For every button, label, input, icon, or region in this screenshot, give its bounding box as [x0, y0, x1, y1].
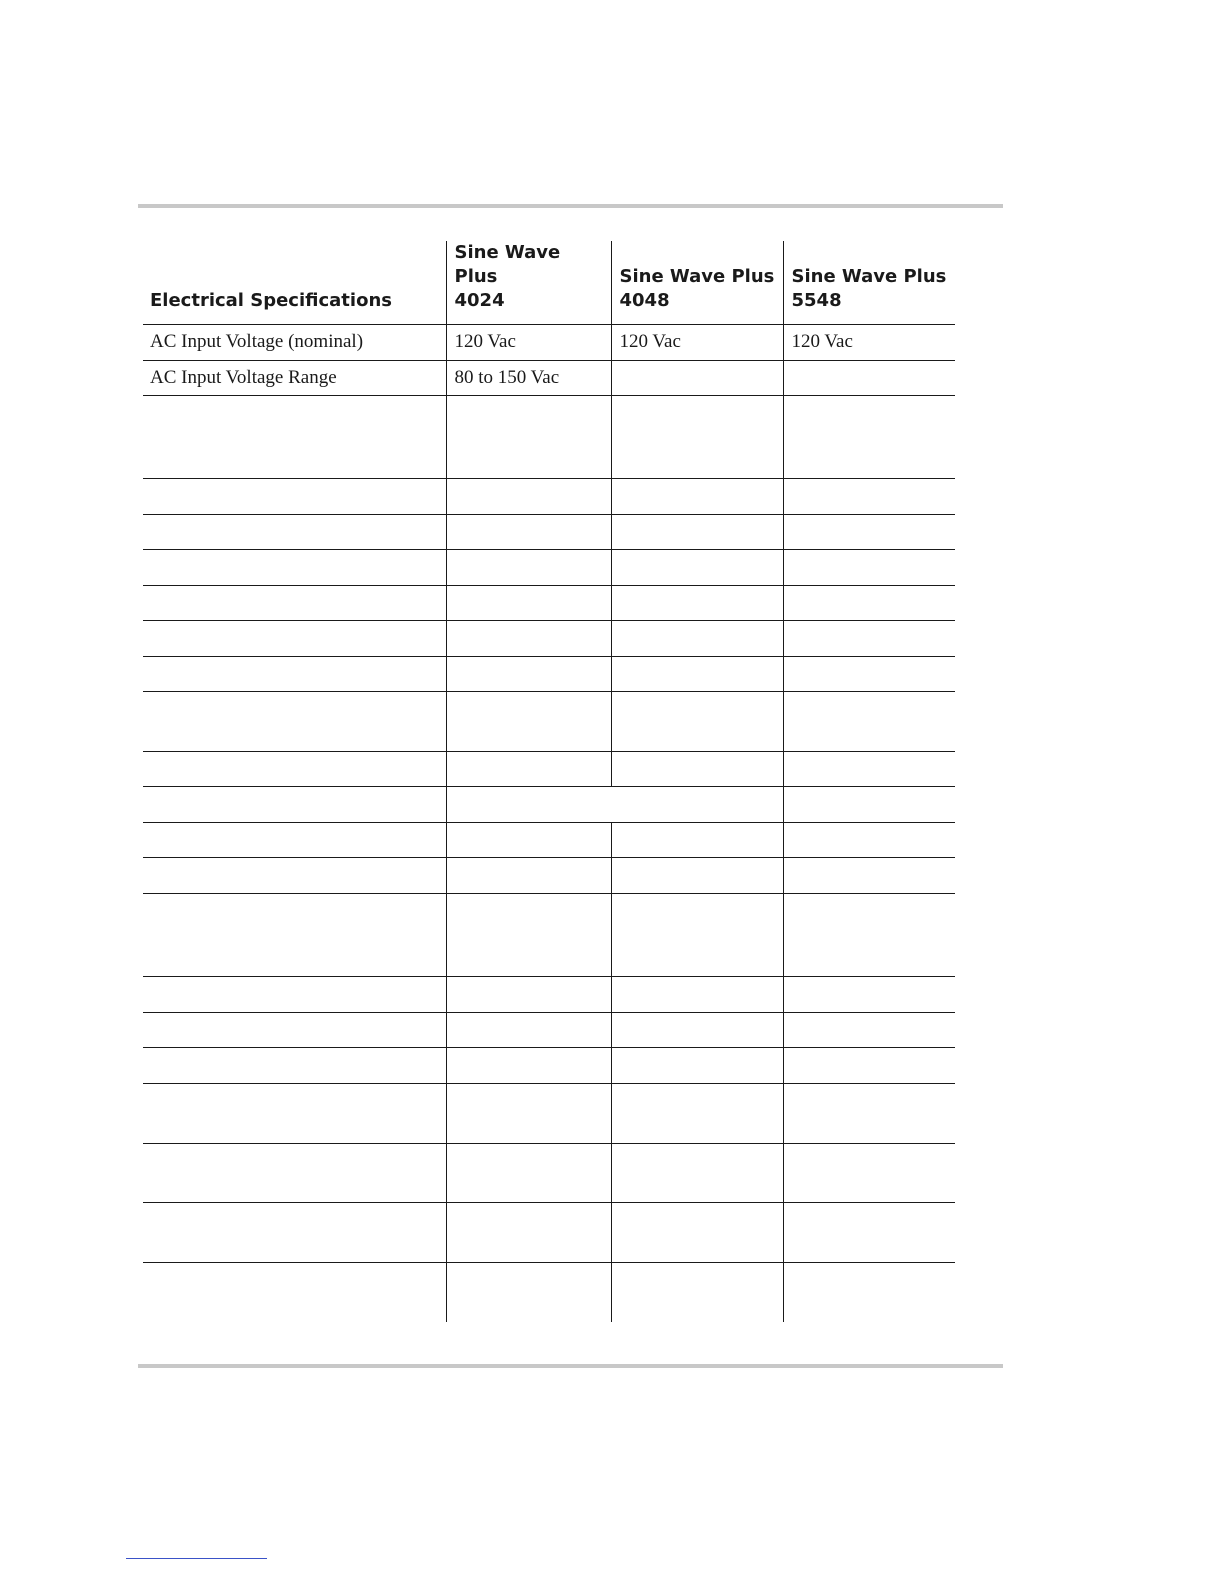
row-label: [143, 586, 446, 621]
row-value: [611, 621, 783, 657]
row-value: [611, 586, 783, 621]
row-value: [611, 396, 783, 479]
row-value: [446, 1084, 611, 1144]
row-value: [446, 1048, 611, 1084]
table-row: [143, 515, 955, 550]
row-value: [783, 858, 955, 894]
table-row: [143, 1144, 955, 1203]
row-value: [611, 515, 783, 550]
row-value: [446, 692, 611, 752]
row-value: [446, 621, 611, 657]
footer-link-underline[interactable]: [126, 1558, 267, 1559]
table-row: [143, 586, 955, 621]
row-label: [143, 692, 446, 752]
table-row: [143, 1013, 955, 1048]
table-row: [143, 479, 955, 515]
row-value: [611, 858, 783, 894]
row-value: [446, 657, 611, 692]
row-value: [611, 692, 783, 752]
row-label: [143, 1263, 446, 1322]
row-value: [783, 621, 955, 657]
row-value: [783, 787, 955, 823]
row-value: [446, 823, 611, 858]
row-value: 120 Vac: [783, 325, 955, 361]
header-model-5548: Sine Wave Plus 5548: [783, 241, 955, 325]
row-label: [143, 621, 446, 657]
row-value: [783, 1013, 955, 1048]
row-value: [783, 1048, 955, 1084]
row-value: [446, 1144, 611, 1203]
row-value: [446, 515, 611, 550]
row-value: [611, 1048, 783, 1084]
header-rule: [138, 204, 1003, 208]
row-label: [143, 1048, 446, 1084]
row-label: [143, 752, 446, 787]
header-model-4024: Sine Wave Plus 4024: [446, 241, 611, 325]
row-value: [783, 396, 955, 479]
row-value: [783, 657, 955, 692]
row-value: [611, 361, 783, 396]
row-label: [143, 858, 446, 894]
row-value: [446, 396, 611, 479]
row-label: [143, 1084, 446, 1144]
table-row: [143, 1263, 955, 1322]
table-row: [143, 977, 955, 1013]
table-row: [143, 657, 955, 692]
table-row: [143, 787, 955, 823]
row-value: [783, 361, 955, 396]
row-value: [783, 977, 955, 1013]
row-value: 120 Vac: [611, 325, 783, 361]
row-label: AC Input Voltage Range: [143, 361, 446, 396]
row-value: [783, 515, 955, 550]
row-value: [783, 1203, 955, 1263]
electrical-specifications-table: [143, 241, 955, 1322]
table-row: [143, 550, 955, 586]
table-row: [143, 361, 955, 396]
row-value: [783, 752, 955, 787]
table-row: [143, 621, 955, 657]
footer-rule: [138, 1364, 1003, 1368]
row-label: [143, 1144, 446, 1203]
row-label: [143, 787, 446, 823]
row-label: AC Input Voltage (nominal): [143, 325, 446, 361]
row-label: [143, 1013, 446, 1048]
row-value: [611, 479, 783, 515]
row-label: [143, 550, 446, 586]
row-label: [143, 1203, 446, 1263]
row-value: [611, 550, 783, 586]
row-value: [611, 657, 783, 692]
row-label: [143, 894, 446, 977]
row-label: [143, 657, 446, 692]
table-header-row: [143, 241, 955, 325]
row-value: [611, 1203, 783, 1263]
row-value: [446, 479, 611, 515]
table-row: [143, 752, 955, 787]
row-value: [446, 858, 611, 894]
row-value: [783, 823, 955, 858]
row-value: [783, 586, 955, 621]
header-model-4048: Sine Wave Plus 4048: [611, 241, 783, 325]
table-row: [143, 692, 955, 752]
row-value: [611, 752, 783, 787]
row-label: [143, 479, 446, 515]
table-row: [143, 1084, 955, 1144]
row-value: [611, 1263, 783, 1322]
row-value: [446, 586, 611, 621]
row-value-merged: [446, 787, 783, 823]
row-value: [783, 894, 955, 977]
table-row: [143, 894, 955, 977]
row-label: [143, 396, 446, 479]
table-row: [143, 823, 955, 858]
row-value: [783, 692, 955, 752]
row-value: [783, 479, 955, 515]
row-value: [783, 1084, 955, 1144]
row-label: [143, 515, 446, 550]
row-label: [143, 977, 446, 1013]
row-value: [446, 1263, 611, 1322]
row-value: [783, 550, 955, 586]
row-value: [446, 977, 611, 1013]
row-value: [611, 1013, 783, 1048]
table-row: [143, 325, 955, 361]
table-row: [143, 1048, 955, 1084]
header-label: Electrical Specifications: [143, 241, 446, 325]
row-value: [611, 977, 783, 1013]
row-value: [446, 1013, 611, 1048]
row-value: [446, 1203, 611, 1263]
row-value: 80 to 150 Vac: [446, 361, 611, 396]
row-value: [611, 1144, 783, 1203]
row-value: 120 Vac: [446, 325, 611, 361]
row-value: [611, 1084, 783, 1144]
row-value: [783, 1263, 955, 1322]
table-row: [143, 858, 955, 894]
row-value: [611, 823, 783, 858]
row-value: [446, 752, 611, 787]
table-row: [143, 1203, 955, 1263]
row-value: [446, 894, 611, 977]
table-row: [143, 396, 955, 479]
row-value: [783, 1144, 955, 1203]
row-value: [446, 550, 611, 586]
row-value: [611, 894, 783, 977]
row-label: [143, 823, 446, 858]
